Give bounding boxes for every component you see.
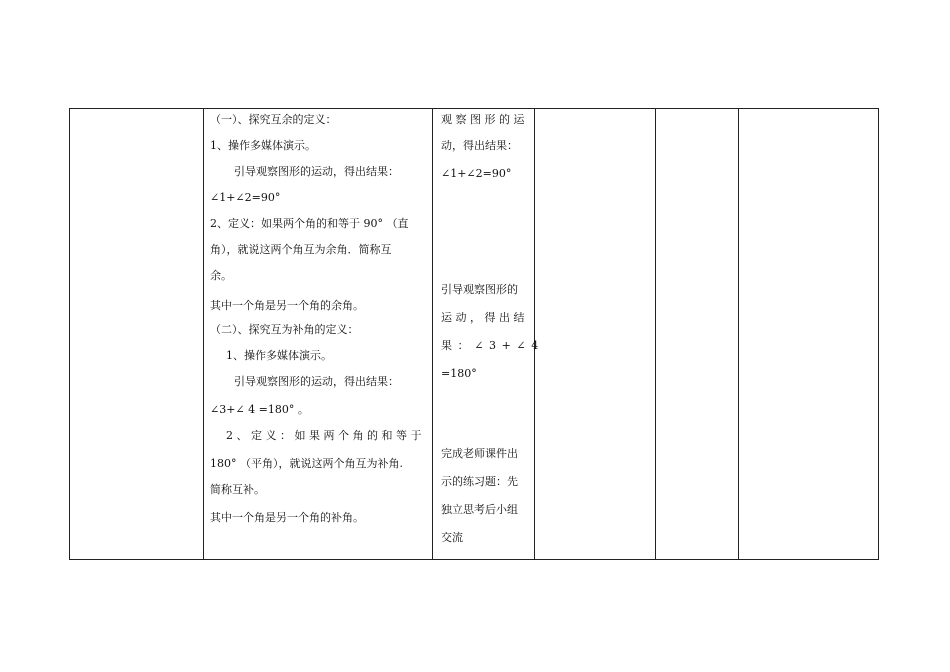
definition-note: 其中一个角是另一个角的补角。	[210, 511, 364, 524]
table-cell-teacher-activity	[204, 109, 433, 560]
activity-formula: 果：∠3+∠4	[441, 339, 544, 352]
definition-line: 180° （平角），就说这两个角互为补角.	[210, 457, 403, 470]
section-heading-complementary: （一）、探究互余的定义：	[210, 113, 337, 126]
definition-line: 2、定义：如果两个角的和等于 90° （直	[210, 217, 409, 230]
activity-line: 交流	[441, 531, 463, 544]
activity-line: 动，得出结果：	[441, 139, 518, 152]
table-row	[70, 109, 879, 560]
activity-formula: =180°	[441, 367, 477, 380]
table-cell-student-activity	[433, 109, 544, 560]
definition-line: 余。	[210, 269, 232, 282]
activity-line: 引导观察图形的	[441, 283, 518, 296]
formula-line: ∠1+∠2=90°	[210, 191, 281, 204]
table-cell-blank-4	[535, 109, 656, 560]
activity-line: 运动，得出结	[441, 311, 528, 324]
formula-line: ∠3+∠ 4 =180° 。	[210, 403, 309, 416]
activity-line: 示的练习题：先	[441, 475, 518, 488]
activity-line: 观察图形的运	[441, 113, 528, 126]
definition-line: 角），就说这两个角互为余角．简称互	[210, 243, 392, 256]
activity-formula: ∠1+∠2=90°	[441, 167, 512, 180]
activity-line: 独立思考后小组	[441, 503, 518, 516]
table-cell-blank-6	[739, 109, 879, 560]
definition-note: 其中一个角是另一个角的余角。	[210, 299, 364, 312]
activity-line: 完成老师课件出	[441, 447, 518, 460]
instruction-line: 引导观察图形的运动，得出结果：	[234, 165, 399, 178]
section-heading-supplementary: （二）、探究互为补角的定义：	[210, 323, 359, 336]
lesson-plan-table	[69, 108, 879, 560]
step-line: 1、操作多媒体演示。	[226, 349, 332, 362]
table-cell-blank-1	[70, 109, 204, 560]
definition-line: 简称互补。	[210, 483, 265, 496]
definition-line: 2、定义：如果两个角的和等于	[226, 429, 425, 442]
table-cell-blank-5	[656, 109, 739, 560]
instruction-line: 引导观察图形的运动，得出结果：	[234, 375, 399, 388]
step-line: 1、操作多媒体演示。	[210, 139, 316, 152]
